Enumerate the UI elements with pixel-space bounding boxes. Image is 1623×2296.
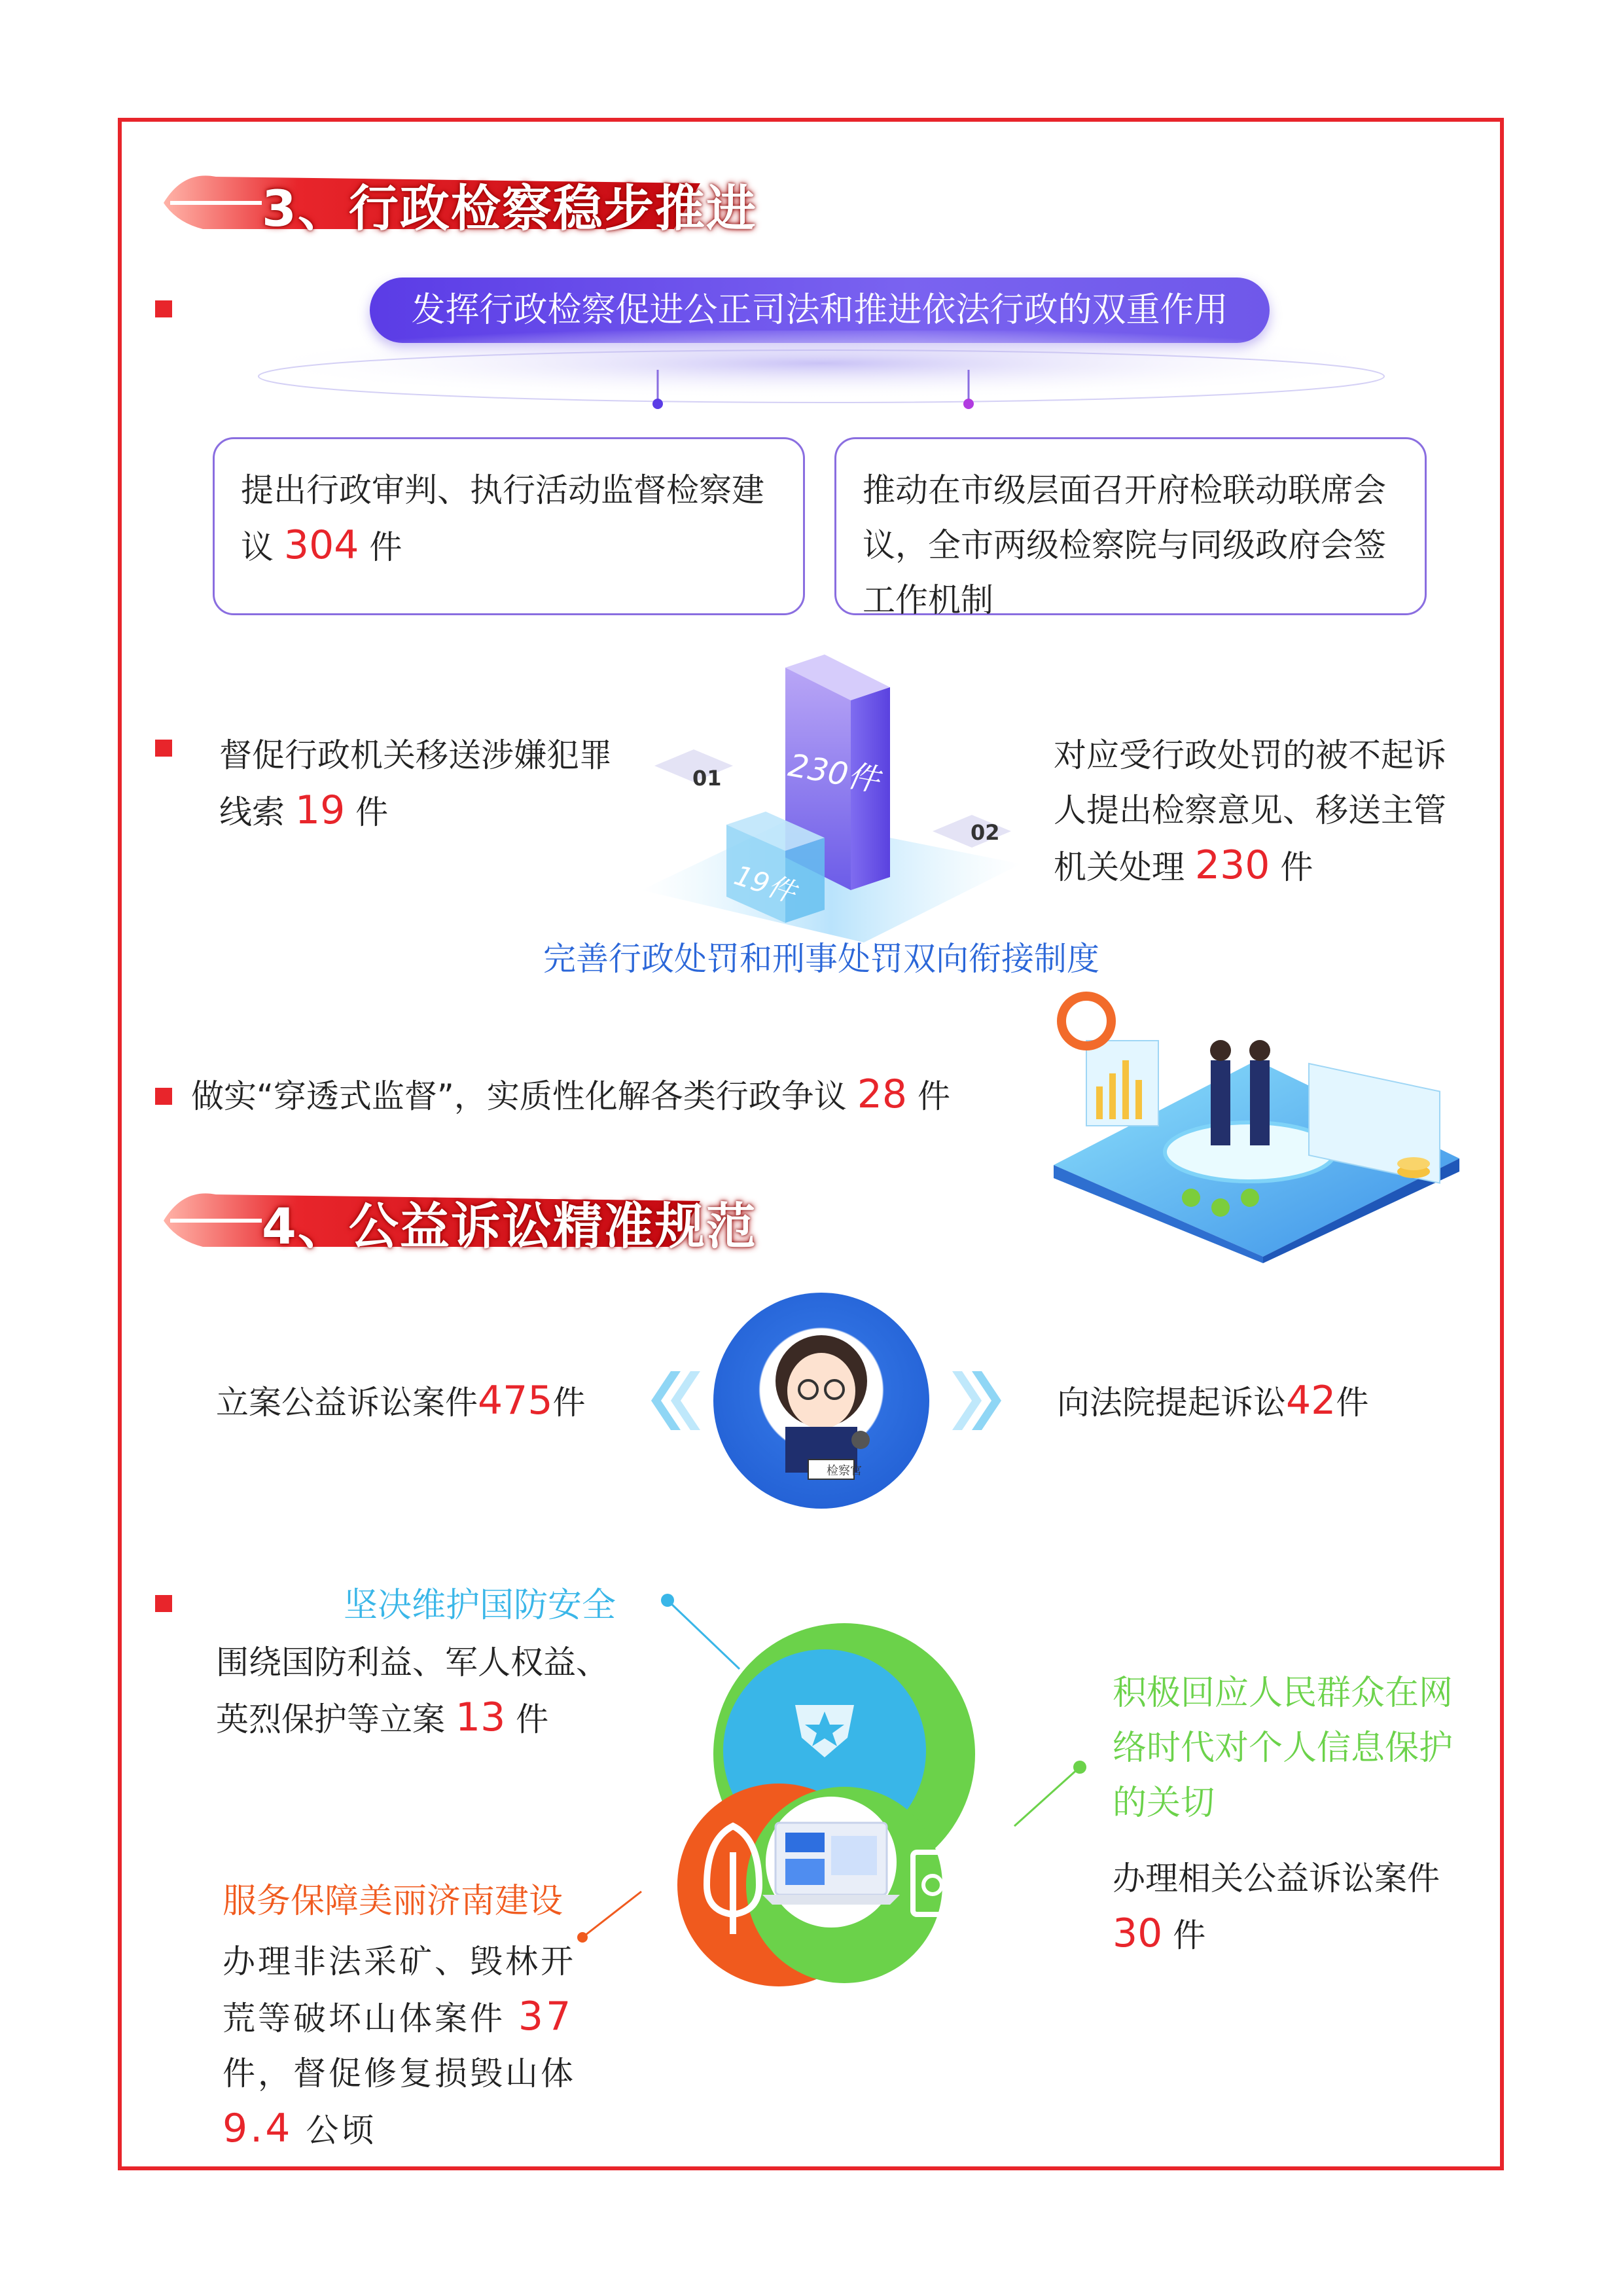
section-4-header bbox=[157, 1175, 757, 1260]
item3-unit: 件 bbox=[1280, 848, 1313, 886]
right-text: 向法院提起诉讼 bbox=[1057, 1384, 1286, 1422]
handshake-illustration bbox=[1047, 982, 1466, 1263]
box-left-value: 304 bbox=[283, 522, 359, 568]
section-3-theme-pill: 发挥行政检察促进公正司法和推进依法行政的双重作用 bbox=[370, 278, 1270, 343]
defense-text: 围绕国防利益、军人权益、英烈保护等立案 bbox=[216, 1643, 609, 1738]
chevron-left-icon bbox=[645, 1371, 704, 1430]
eco-text-1: 办理非法采矿、毁林开荒等破坏山体案件 bbox=[223, 1943, 576, 2037]
connector-line bbox=[1008, 1761, 1086, 1833]
prosecutor-badge: 检察官 bbox=[827, 1464, 862, 1478]
privacy-text: 办理相关公益诉讼案件 bbox=[1113, 1859, 1440, 1897]
item4-value: 28 bbox=[857, 1071, 908, 1117]
section-3-header bbox=[157, 157, 757, 242]
eco-body bbox=[223, 1934, 576, 2158]
item4-unit: 件 bbox=[917, 1077, 950, 1115]
box-right-text: 推动在市级层面召开府检联动联席会议，全市两级检察院与同级政府会签工作机制 bbox=[863, 471, 1386, 619]
item2-value: 19 bbox=[294, 787, 346, 833]
item2-text: 督促行政机关移送涉嫌犯罪线索 bbox=[219, 736, 612, 831]
item4-text: 做实“穿透式监督”，实质性化解各类行政争议 bbox=[191, 1077, 847, 1115]
defense-body bbox=[216, 1635, 622, 1747]
item2-unit: 件 bbox=[355, 793, 389, 831]
bullet-marker bbox=[155, 740, 172, 757]
eco-text-2: 件，督促修复损毁山体 bbox=[223, 2054, 576, 2092]
privacy-body bbox=[1113, 1851, 1466, 1963]
bar-illustration bbox=[628, 648, 1034, 949]
right-unit: 件 bbox=[1336, 1384, 1369, 1422]
defense-title: 坚决维护国防安全 bbox=[344, 1586, 616, 1625]
item-case-filing bbox=[216, 1373, 586, 1430]
item3-value: 230 bbox=[1194, 842, 1270, 888]
box-left-unit: 件 bbox=[369, 528, 402, 566]
eco-value-1: 37 bbox=[518, 1994, 574, 2039]
connector-line bbox=[576, 1885, 648, 1944]
privacy-value: 30 bbox=[1113, 1910, 1163, 1956]
item-non-prosecution bbox=[1054, 728, 1472, 895]
privacy-title: 积极回应人民群众在网络时代对个人信息保护的关切 bbox=[1113, 1674, 1454, 1823]
section-4-title: 4、公益诉讼精准规范 bbox=[262, 1197, 757, 1255]
item-court-litigation bbox=[1057, 1373, 1368, 1430]
prosecutor-avatar bbox=[713, 1293, 929, 1509]
eco-value-2: 9.4 bbox=[223, 2106, 293, 2151]
caption-dual-connection: 完善行政处罚和刑事处罚双向衔接制度 bbox=[543, 940, 1099, 978]
tag-01-label: 01 bbox=[692, 766, 722, 791]
chevron-right-icon bbox=[952, 1371, 1011, 1430]
bullet-marker bbox=[155, 1088, 172, 1105]
bullet-marker bbox=[155, 1595, 172, 1612]
prosecutor-icon bbox=[713, 1293, 929, 1509]
privacy-unit: 件 bbox=[1173, 1916, 1206, 1954]
defense-unit: 件 bbox=[516, 1700, 549, 1738]
eco-title: 服务保障美丽济南建设 bbox=[223, 1882, 563, 1921]
section-3-title: 3、行政检察稳步推进 bbox=[262, 179, 757, 238]
box-joint-meeting bbox=[834, 437, 1427, 619]
left-unit: 件 bbox=[552, 1384, 586, 1422]
bar-tall-label: 230件 bbox=[785, 747, 882, 799]
item-penetrating-supervision bbox=[191, 1067, 1042, 1124]
eco-unit-2: 公顷 bbox=[306, 2111, 377, 2149]
box-left-text: 提出行政审判、执行活动监督检察建议 bbox=[241, 471, 764, 566]
glow-ellipse bbox=[216, 331, 1427, 416]
bar-short-label: 19件 bbox=[730, 859, 800, 909]
item3-text: 对应受行政处罚的被不起诉人提出检察意见、移送主管机关处理 bbox=[1054, 736, 1446, 886]
left-value: 475 bbox=[478, 1378, 553, 1424]
right-value: 42 bbox=[1286, 1378, 1336, 1424]
box-admin-suggestions bbox=[213, 437, 805, 615]
item-crime-clues bbox=[219, 728, 632, 840]
tag-02-label: 02 bbox=[971, 820, 1000, 845]
bullet-marker bbox=[155, 300, 172, 317]
left-text: 立案公益诉讼案件 bbox=[216, 1384, 478, 1422]
defense-value: 13 bbox=[455, 1695, 506, 1740]
laptop-icon bbox=[762, 1823, 900, 1905]
